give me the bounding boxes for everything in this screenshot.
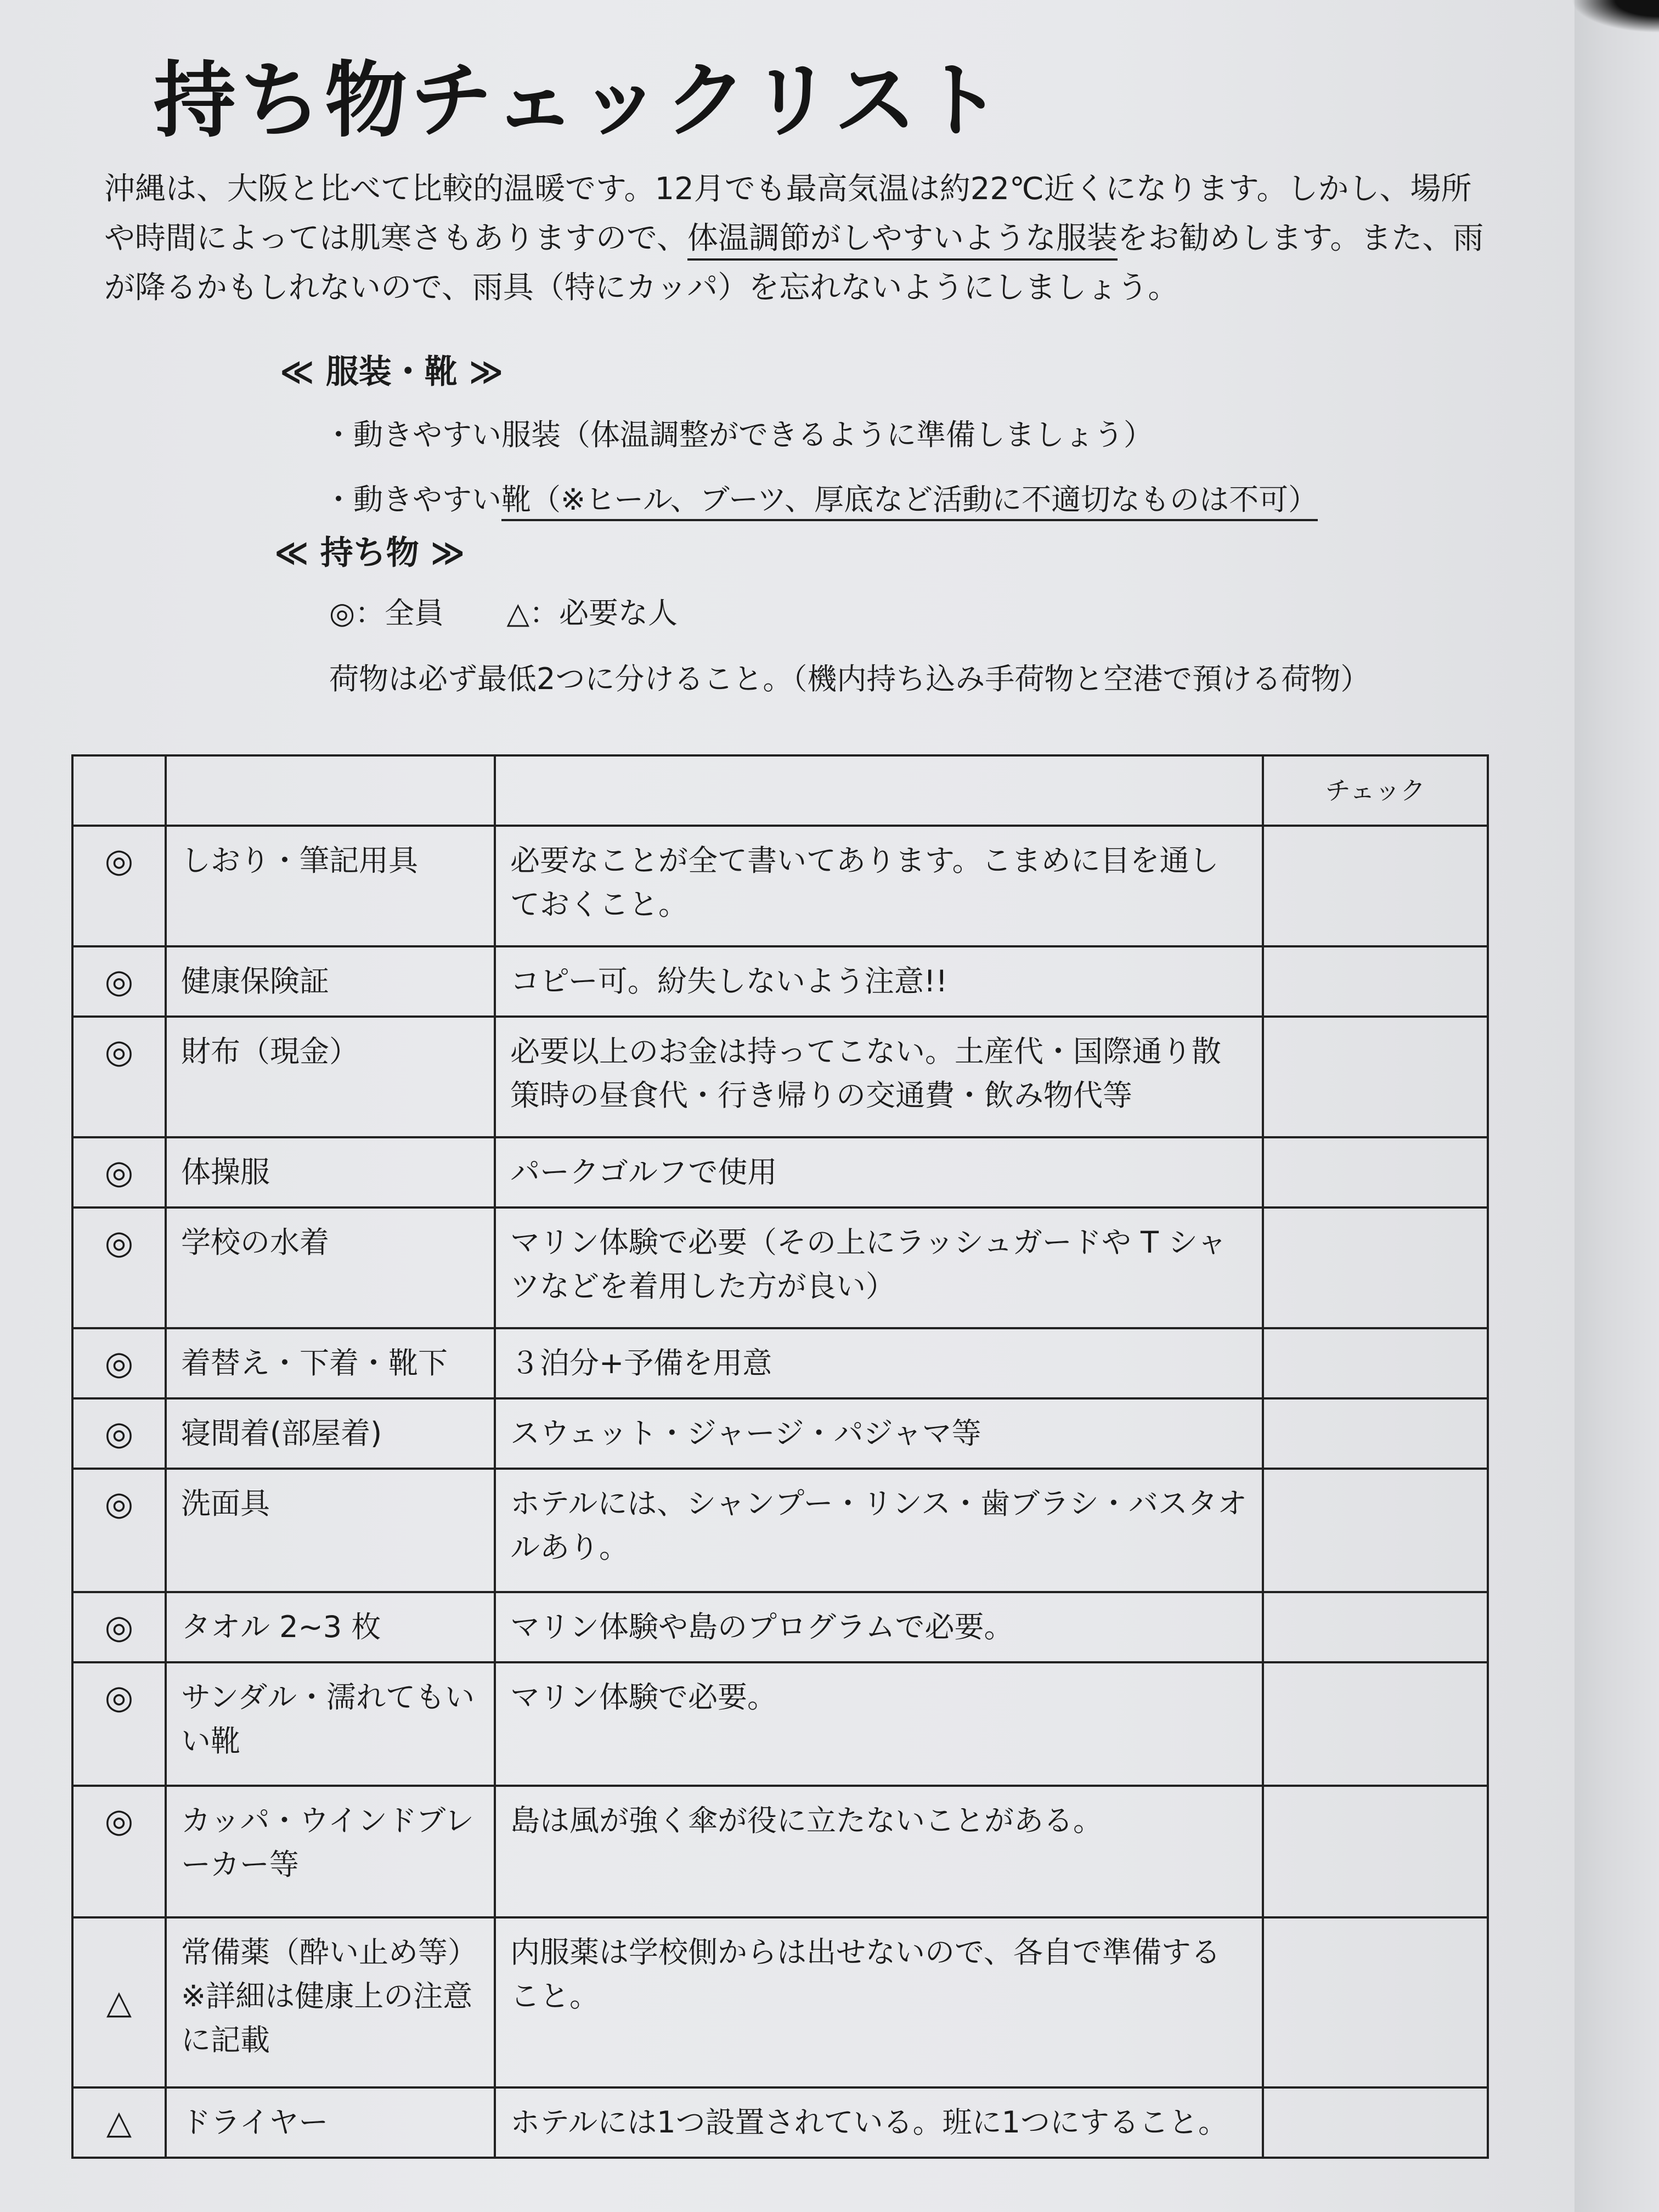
row-check-box[interactable] xyxy=(1263,1917,1488,2087)
row-note: パークゴルフで使用 xyxy=(495,1137,1263,1207)
legend xyxy=(329,590,678,632)
table-row xyxy=(72,1662,1488,1786)
row-mark: △ xyxy=(72,2087,166,2158)
row-mark: ◎ xyxy=(72,1328,166,1398)
intro-paragraph xyxy=(104,165,1498,313)
row-item: しおり・筆記用具 xyxy=(166,826,495,946)
row-mark: ◎ xyxy=(72,1469,166,1592)
row-mark: ◎ xyxy=(72,1137,166,1207)
row-item: サンダル・濡れてもいい靴 xyxy=(166,1662,495,1786)
table-row xyxy=(72,1917,1488,2087)
legend-needed: △：必要な人 xyxy=(506,596,678,630)
row-item: タオル 2~3 枚 xyxy=(166,1592,495,1662)
split-luggage-note: 荷物は必ず最低2つに分けること。（機内持ち込み手荷物と空港で預ける荷物） xyxy=(329,662,1370,696)
row-note: マリン体験で必要。 xyxy=(495,1662,1263,1786)
row-check-box[interactable] xyxy=(1263,826,1488,946)
clothing-item-2-note: （※ヒール、ブーツ、厚底など活動に不適切なものは不可） xyxy=(531,482,1318,521)
clothing-item-2-prefix: ・動きやすい xyxy=(324,482,501,517)
row-check-box[interactable] xyxy=(1263,1592,1488,1662)
row-check-box[interactable] xyxy=(1263,946,1488,1017)
row-check-box[interactable] xyxy=(1263,1662,1488,1786)
row-note: 必要なことが全て書いてあります。こまめに目を通しておくこと。 xyxy=(495,826,1263,946)
table-row xyxy=(72,1398,1488,1469)
row-note: 内服薬は学校側からは出せないので、各自で準備すること。 xyxy=(495,1917,1263,2087)
row-mark: △ xyxy=(72,1917,166,2087)
checklist-table xyxy=(71,754,1489,2159)
row-note: スウェット・ジャージ・パジャマ等 xyxy=(495,1398,1263,1469)
row-item: 健康保険証 xyxy=(166,946,495,1017)
row-mark: ◎ xyxy=(72,826,166,946)
row-item: ドライヤー xyxy=(166,2087,495,2158)
next-page-edge xyxy=(1575,0,1659,2212)
row-note: マリン体験や島のプログラムで必要。 xyxy=(495,1592,1263,1662)
row-mark: ◎ xyxy=(72,1207,166,1328)
row-item: 寝間着(部屋着) xyxy=(166,1398,495,1469)
row-check-box[interactable] xyxy=(1263,1469,1488,1592)
table-row xyxy=(72,1017,1488,1137)
row-note: ホテルには、シャンプー・リンス・歯ブラシ・バスタオルあり。 xyxy=(495,1469,1263,1592)
clothing-heading: ≪ 服装・靴 ≫ xyxy=(280,353,504,391)
row-note: ３泊分+予備を用意 xyxy=(495,1328,1263,1398)
row-check-box[interactable] xyxy=(1263,1786,1488,1917)
row-mark: ◎ xyxy=(72,1592,166,1662)
row-mark: ◎ xyxy=(72,1017,166,1137)
intro-text-2: をお勧めします。また、雨が降るかもしれないので、雨具（特にカッパ）を忘れないようにしましょう。 xyxy=(104,221,1484,306)
row-item: 洗面具 xyxy=(166,1469,495,1592)
header-cell-mark xyxy=(72,755,166,826)
row-item: 体操服 xyxy=(166,1137,495,1207)
row-check-box[interactable] xyxy=(1263,1137,1488,1207)
row-item: 常備薬（酔い止め等）※詳細は健康上の注意に記載 xyxy=(166,1917,495,2087)
row-check-box[interactable] xyxy=(1263,1328,1488,1398)
row-item: カッパ・ウインドブレーカー等 xyxy=(166,1786,495,1917)
row-note: ホテルには1つ設置されている。班に1つにすること。 xyxy=(495,2087,1263,2158)
row-mark: ◎ xyxy=(72,1786,166,1917)
table-row xyxy=(72,1328,1488,1398)
header-cell-check: チェック xyxy=(1263,755,1488,826)
table-row xyxy=(72,946,1488,1017)
clothing-item-2 xyxy=(324,476,1318,518)
header-cell-note xyxy=(495,755,1263,826)
table-row xyxy=(72,2087,1488,2158)
row-note: 必要以上のお金は持ってこない。土産代・国際通り散策時の昼食代・行き帰りの交通費・飲み物代等 xyxy=(495,1017,1263,1137)
row-check-box[interactable] xyxy=(1263,1207,1488,1328)
row-mark: ◎ xyxy=(72,946,166,1017)
table-row xyxy=(72,1786,1488,1917)
row-mark: ◎ xyxy=(72,1662,166,1786)
row-item: 学校の水着 xyxy=(166,1207,495,1328)
table-row xyxy=(72,1469,1488,1592)
table-row xyxy=(72,1207,1488,1328)
row-note: 島は風が強く傘が役に立たないことがある。 xyxy=(495,1786,1263,1917)
table-header-row xyxy=(72,755,1488,826)
row-check-box[interactable] xyxy=(1263,1017,1488,1137)
clothing-item-2-shoe: 靴 xyxy=(501,482,531,521)
row-item: 財布（現金） xyxy=(166,1017,495,1137)
intro-underlined-text: 体温調節がしやすいような服装 xyxy=(687,221,1118,261)
clothing-item-1: ・動きやすい服装（体温調整ができるように準備しましょう） xyxy=(324,417,1153,452)
table-row xyxy=(72,1592,1488,1662)
table-row xyxy=(72,826,1488,946)
intro-text-1: 沖縄は、大阪と比べて比較的温暖です。12月でも最高気温は約22℃近くになります。しかし、場所や時間によっては肌寒さもありますので、 xyxy=(104,171,1472,256)
row-mark: ◎ xyxy=(72,1398,166,1469)
table-row xyxy=(72,1137,1488,1207)
row-note: コピー可。紛失しないよう注意!! xyxy=(495,946,1263,1017)
corner-shadow xyxy=(1571,0,1659,33)
belongings-heading: ≪ 持ち物 ≫ xyxy=(274,534,465,572)
legend-all: ◎：全員 xyxy=(329,596,444,630)
row-item: 着替え・下着・靴下 xyxy=(166,1328,495,1398)
row-note: マリン体験で必要（その上にラッシュガードや T シャツなどを着用した方が良い） xyxy=(495,1207,1263,1328)
header-cell-item xyxy=(166,755,495,826)
row-check-box[interactable] xyxy=(1263,1398,1488,1469)
page-title: 持ち物チェックリスト xyxy=(154,53,1006,149)
row-check-box[interactable] xyxy=(1263,2087,1488,2158)
